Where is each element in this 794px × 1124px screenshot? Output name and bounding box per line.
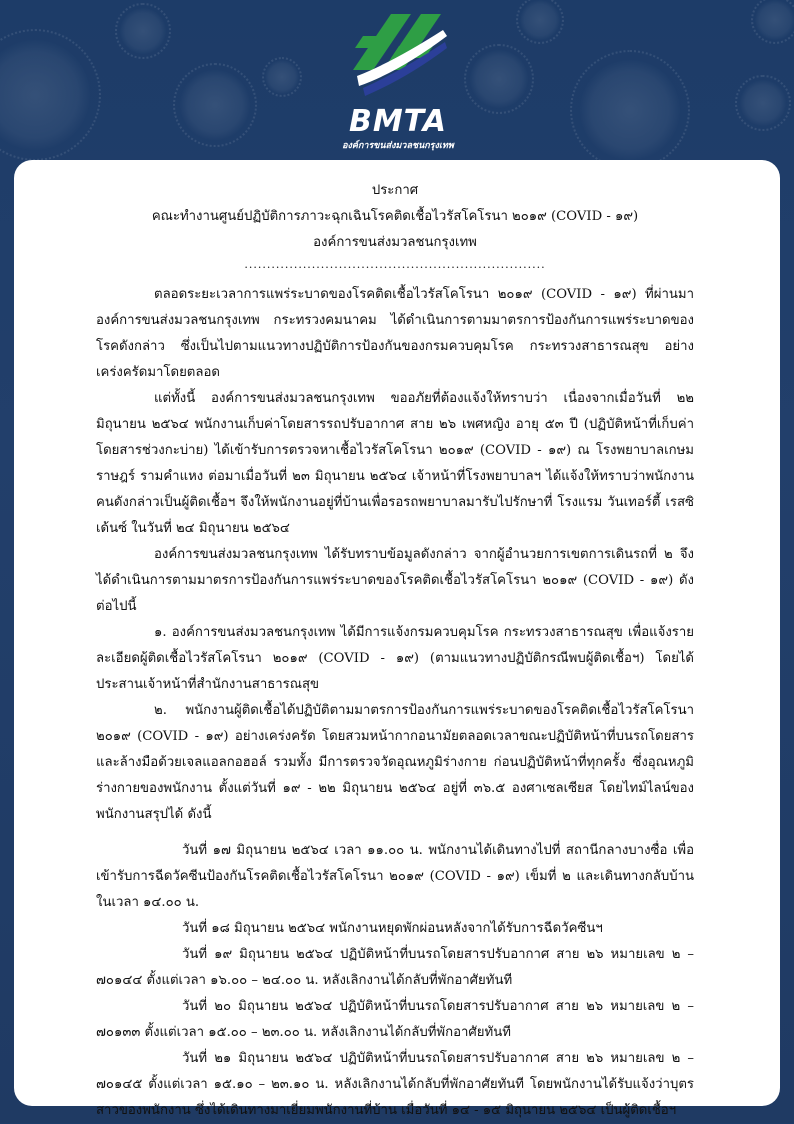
virus-decoration-icon xyxy=(0,40,90,150)
announcement-card xyxy=(14,160,780,1118)
virus-decoration-icon xyxy=(265,60,299,94)
timeline-entry: วันที่ ๑๗ มิถุนายน ๒๕๖๔ เวลา ๑๑.๐๐ น. พนักงานได้เดินทางไปที่ สถานีกลางบางซื่อ เพื่อเข้ารับการฉีดวัคซีนป้องกันโรคติดเชื้อไวรัสโคโรนา ๒๐๑๙ (COVID - ๑๙) เข็มที่ ๒ และเดินทางกลับบ้านในเวลา ๑๔.๐๐ น. xyxy=(96,843,694,910)
bmta-emblem-icon xyxy=(333,6,463,106)
committee-title: คณะทำงานศูนย์ปฏิบัติการภาวะฉุกเฉินโรคติดเชื้อไวรัสโคโรนา ๒๐๑๙ (COVID - ๑๙) xyxy=(151,209,639,224)
paragraph-intro: ตลอดระยะเวลาการแพร่ระบาดของโรคติดเชื้อไวรัสโคโรนา ๒๐๑๙ (COVID - ๑๙) ที่ผ่านมาองค์การขนส่งมวลชนกรุงเทพ กระทรวงคมนาคม ได้ดำเนินการตามมาตรการป้องกันการแพร่ระบาดของโรคดังกล่าว ซึ่งเป็นไปตามแนวทางปฏิบัติการป้องกันของกรมควบคุมโรค กระทรวงสาธารณสุข อย่างเคร่งครัดมาโดยตลอด xyxy=(96,287,694,380)
paragraph-item-2: ๒. พนักงานผู้ติดเชื้อได้ปฏิบัติตามมาตรการป้องกันการแพร่ระบาดของโรคติดเชื้อไวรัสโคโรนา ๒๐๑๙ (COVID - ๑๙) อย่างเคร่งครัด โดยสวมหน้ากากอนามัยตลอดเวลาขณะปฏิบัติหน้าที่บนรถโดยสารและล้างมือด้วยเจลแอลกอฮอล์ รวมทั้ง มีการตรวจวัดอุณหภูมิร่างกาย ก่อนปฏิบัติหน้าที่ทุกครั้ง ซึ่งอุณหภูมิร่างกายของพนักงาน ตั้งแต่วันที่ ๑๙ - ๒๒ มิถุนายน ๒๕๖๔ อยู่ที่ ๓๖.๕ องศาเซลเซียส โดยไทม์ไลน์ของพนักงานสรุปได้ ดังนี้ xyxy=(96,703,694,822)
timeline-entry: วันที่ ๑๙ มิถุนายน ๒๕๖๔ ปฏิบัติหน้าที่บนรถโดยสารปรับอากาศ สาย ๒๖ หมายเลข ๒ – ๗๐๑๔๔ ตั้งแต่เวลา ๑๖.๐๐ – ๒๔.๐๐ น. หลังเลิกงานได้กลับที่พักอาศัยทันที xyxy=(96,947,694,988)
virus-decoration-icon xyxy=(755,0,794,40)
virus-decoration-icon xyxy=(740,80,786,126)
announcement-header xyxy=(96,178,694,256)
paragraph-item-1: ๑. องค์การขนส่งมวลชนกรุงเทพ ได้มีการแจ้งกรมควบคุมโรค กระทรวงสาธารณสุข เพื่อแจ้งรายละเอียดผู้ติดเชื้อไวรัสโคโรนา ๒๐๑๙ (COVID - ๑๙) (ตามแนวทางปฏิบัติกรณีพบผู้ติดเชื้อฯ) โดยได้ประสานเจ้าหน้าที่สำนักงานสาธารณสุข xyxy=(96,625,694,692)
timeline-entry: วันที่ ๑๘ มิถุนายน ๒๕๖๔ พนักงานหยุดพักผ่อนหลังจากได้รับการฉีดวัคซีนฯ xyxy=(182,921,603,936)
organization-name: องค์การขนส่งมวลชนกรุงเทพ xyxy=(313,235,477,250)
timeline-entry: วันที่ ๒๐ มิถุนายน ๒๕๖๔ ปฏิบัติหน้าที่บนรถโดยสารปรับอากาศ สาย ๒๖ หมายเลข ๒ – ๗๐๑๓๓ ตั้งแต่เวลา ๑๕.๐๐ – ๒๓.๐๐ น. หลังเลิกงานได้กลับที่พักอาศัยทันที xyxy=(96,999,694,1040)
announcement-heading: ประกาศ xyxy=(371,183,419,198)
virus-decoration-icon xyxy=(180,70,250,140)
separator-line: ................................................................... xyxy=(244,258,546,271)
virus-decoration-icon xyxy=(470,50,528,108)
logo-wordmark: BMTA xyxy=(348,104,448,139)
logo-subtitle: องค์การขนส่งมวลชนกรุงเทพ xyxy=(342,141,454,151)
virus-decoration-icon xyxy=(520,0,560,40)
timeline-entry: วันที่ ๒๑ มิถุนายน ๒๕๖๔ ปฏิบัติหน้าที่บนรถโดยสารปรับอากาศ สาย ๒๖ หมายเลข ๒ – ๗๐๑๔๕ ตั้งแต่เวลา ๑๕.๑๐ – ๒๓.๑๐ น. หลังเลิกงานได้กลับที่พักอาศัยทันที โดยพนักงานได้รับแจ้งว่าบุตรสาวของพนักงาน ซึ่งได้เดินทางมาเยี่ยมพนักงานที่บ้าน เมื่อวันที่ ๑๔ - ๑๕ มิถุนายน ๒๕๖๔ เป็นผู้ติดเชื้อฯ xyxy=(96,1051,694,1118)
paragraph-actions: องค์การขนส่งมวลชนกรุงเทพ ได้รับทราบข้อมูลดังกล่าว จากผู้อำนวยการเขตการเดินรถที่ ๒ จึงได้ดำเนินการตามมาตรการป้องกันการแพร่ระบาดของโรคติดเชื้อไวรัสโคโรนา ๒๐๑๙ (COVID - ๑๙) ดังต่อไปนี้ xyxy=(96,547,694,614)
bmta-logo xyxy=(333,6,463,156)
virus-decoration-icon xyxy=(580,60,680,160)
paragraph-incident: แต่ทั้งนี้ องค์การขนส่งมวลชนกรุงเทพ ขออภัยที่ต้องแจ้งให้ทราบว่า เนื่องจากเมื่อวันที่ ๒๒ มิถุนายน ๒๕๖๔ พนักงานเก็บค่าโดยสารรถปรับอากาศ สาย ๒๖ เพศหญิง อายุ ๕๓ ปี (ปฏิบัติหน้าที่เก็บค่าโดยสารช่วงกะบ่าย) ได้เข้ารับการตรวจหาเชื้อไวรัสโคโรนา ๒๐๑๙ (COVID - ๑๙) ณ โรงพยาบาลเกษมราษฎร์ รามคำแหง ต่อมาเมื่อวันที่ ๒๓ มิถุนายน ๒๕๖๔ เจ้าหน้าที่โรงพยาบาลฯ ได้แจ้งให้ทราบว่าพนักงานคนดังกล่าวเป็นผู้ติดเชื้อฯ จึงให้พนักงานอยู่ที่บ้านเพื่อรอรถพยาบาลมารับไปรักษาที่ โรงแรม วันเทอร์ตี้ เรสซิเด้นซ์ ในวันที่ ๒๔ มิถุนายน ๒๕๖๔ xyxy=(96,391,694,536)
virus-decoration-icon xyxy=(120,8,166,54)
